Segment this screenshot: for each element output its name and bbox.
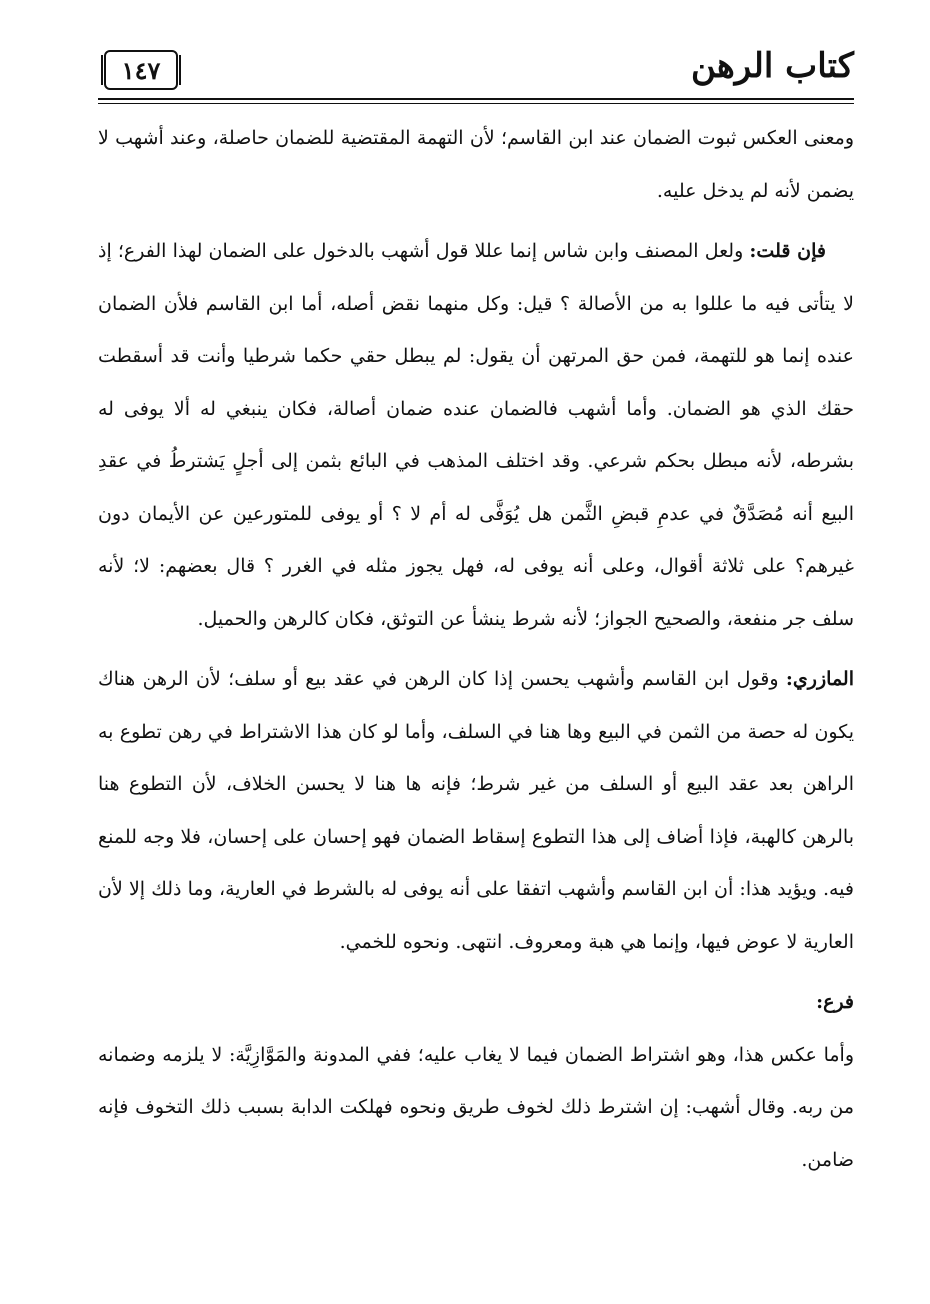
header-rule-thin: [98, 103, 854, 104]
page-number: ١٤٧: [121, 55, 161, 85]
paragraph-2-label: فإن قلت:: [749, 240, 827, 262]
main-text: [98, 112, 854, 1186]
section-heading: فرع:: [816, 991, 854, 1013]
header-rule: [98, 98, 854, 100]
section-paragraph-text: وأما عكس هذا، وهو اشتراط الضمان فيما لا يغاب عليه؛ ففي المدونة والمَوَّازِيَّة: لا يلزمه وضمانه من ربه. وقال أشهب: إن اشترط ذلك لخوف طريق ونحوه فهلكت الدابة بسبب ذلك التخوف فإنه ضامن.: [98, 1043, 854, 1171]
paragraph-2: [98, 225, 854, 645]
paragraph-2-text: ولعل المصنف وابن شاس إنما عللا قول أشهب بالدخول على الضمان لهذا الفرع؛ إذ لا يتأتى فيه ما عللوا به من الأصالة ؟ قيل: وكل منهما نقض أصله، أما ابن القاسم فلأن الضمان عنده إنما هو للتهمة، فمن حق المرتهن أن يقول: لم يبطل حقي حكما شرطيا وأنت قد أسقطت حقك الذي هو الضمان. وأما أشهب فالضمان عنده ضمان أصالة، فكان ينبغي له ألا يوفى له بشرطه، لأنه مبطل بحكم شرعي. وقد اختلف المذهب في البائع بثمن إلى أجلٍ يَشترطُ في عقدِ البيع أنه مُصَدَّقٌ في عدمِ قبضِ الثَّمن هل يُوَفَّى له أم لا ؟ أو يوفى للمتورعين عن الأيمان دون غيرهم؟ على ثلاثة أقوال، وعلى أنه يوفى له، فهل يجوز مثله في الغرر ؟ قال بعضهم: لا؛ لأنه سلف جر منفعة، والصحيح الجواز؛ لأنه شرط ينشأ عن التوثق، فكان كالرهن والحميل.: [98, 240, 855, 630]
running-title: كتاب الرهن: [690, 46, 854, 86]
page-header: [98, 42, 854, 110]
page-number-frame: [104, 50, 178, 90]
paragraph-1-text: ومعنى العكس ثبوت الضمان عند ابن القاسم؛ لأن التهمة المقتضية للضمان حاصلة، وعند أشهب لا يضمن لأنه لم يدخل عليه.: [98, 127, 854, 202]
paragraph-3-label: المازري:: [785, 668, 854, 690]
paragraph-1: [98, 112, 854, 217]
section-paragraph: [98, 1029, 854, 1187]
paragraph-3: [98, 653, 854, 968]
paragraph-3-text: وقول ابن القاسم وأشهب يحسن إذا كان الرهن في عقد بيع أو سلف؛ لأن الرهن هناك يكون له حصة من الثمن في البيع وها هنا في السلف، وأما لو كان هذا الاشتراط في رهن تطوع به الراهن بعد عقد البيع أو السلف من غير شرط؛ فإنه ها هنا لا يحسن الخلاف، لأن التطوع هنا بالرهن كالهبة، فإذا أضاف إلى هذا التطوع إسقاط الضمان فهو إحسان على إحسان، فلا وجه للمنع فيه. ويؤيد هذا: أن ابن القاسم وأشهب اتفقا على أنه يوفى له بالشرط في العارية، وما ذلك إلا لأن العارية لا عوض فيها، وإنما هي هبة ومعروف. انتهى. ونحوه للخمي.: [98, 668, 854, 953]
